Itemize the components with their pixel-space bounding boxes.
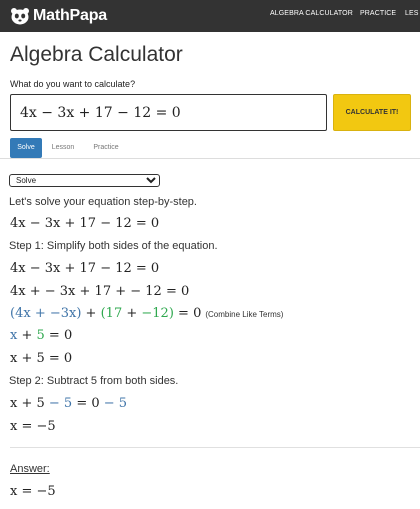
brand-logo[interactable] xyxy=(10,6,107,26)
group1-open-paren: ( xyxy=(10,306,16,321)
solve-mode-select[interactable] xyxy=(9,174,160,187)
nav-link-practice[interactable]: PRACTICE xyxy=(360,10,397,17)
original-equation: 4x − 3x + 17 − 12 = 0 xyxy=(10,216,160,231)
step1-combine-line xyxy=(10,306,283,321)
constant-term-2: −12 xyxy=(141,306,169,321)
step1-line2: 4x + − 3x + 17 + − 12 = 0 xyxy=(10,284,190,299)
group2-open-paren: ( xyxy=(100,306,106,321)
equation-input[interactable] xyxy=(10,94,327,131)
answer-divider xyxy=(10,447,420,448)
tab-divider xyxy=(0,158,420,159)
equals-zero: = 0 xyxy=(72,396,104,411)
brand-name: MathPapa xyxy=(33,7,107,24)
input-prompt-label: What do you want to calculate? xyxy=(10,79,136,89)
equals-zero: = 0 xyxy=(173,306,202,321)
step1-line1: 4x − 3x + 17 − 12 = 0 xyxy=(10,261,160,276)
tab-practice[interactable]: Practice xyxy=(93,144,119,151)
step2-line2: x = −5 xyxy=(10,419,56,434)
rhs-subtract-5: − 5 xyxy=(103,396,128,411)
group-plus: + xyxy=(81,306,101,321)
steps-intro: Let's solve your equation step-by-step. xyxy=(9,196,197,208)
tab-solve[interactable]: Solve xyxy=(10,138,42,158)
nav-link-lessons[interactable]: LES xyxy=(405,10,419,17)
group2-close-paren: ) xyxy=(168,306,174,321)
step1-line5: x + 5 = 0 xyxy=(10,351,73,366)
plus-sign: + xyxy=(17,328,37,343)
step2-title: Step 2: Subtract 5 from both sides. xyxy=(9,375,179,387)
group1-close-paren: ) xyxy=(76,306,82,321)
panda-logo-icon xyxy=(10,7,30,25)
step2-line1 xyxy=(10,396,127,411)
tab-lesson[interactable]: Lesson xyxy=(51,144,75,151)
page-title: Algebra Calculator xyxy=(10,43,183,66)
answer-value: x = −5 xyxy=(10,484,56,499)
nav-link-algebra-calculator[interactable]: ALGEBRA CALCULATOR xyxy=(270,10,353,17)
combine-like-terms-note: (Combine Like Terms) xyxy=(205,310,284,319)
combined-constant: 5 xyxy=(36,328,45,343)
navbar xyxy=(0,0,420,32)
constant-plus: + xyxy=(122,306,142,321)
calculate-button[interactable]: CALCULATE IT! xyxy=(333,94,411,131)
x-terms-group: 4x + −3x xyxy=(15,306,77,321)
lhs-expression: x + 5 xyxy=(10,396,49,411)
answer-label: Answer: xyxy=(10,463,50,475)
constant-term-1: 17 xyxy=(105,306,123,321)
lhs-subtract-5: − 5 xyxy=(48,396,73,411)
step1-title: Step 1: Simplify both sides of the equation. xyxy=(9,240,218,252)
equals-zero: = 0 xyxy=(44,328,73,343)
combined-x-term: x xyxy=(10,328,18,343)
step1-line4 xyxy=(10,328,72,343)
